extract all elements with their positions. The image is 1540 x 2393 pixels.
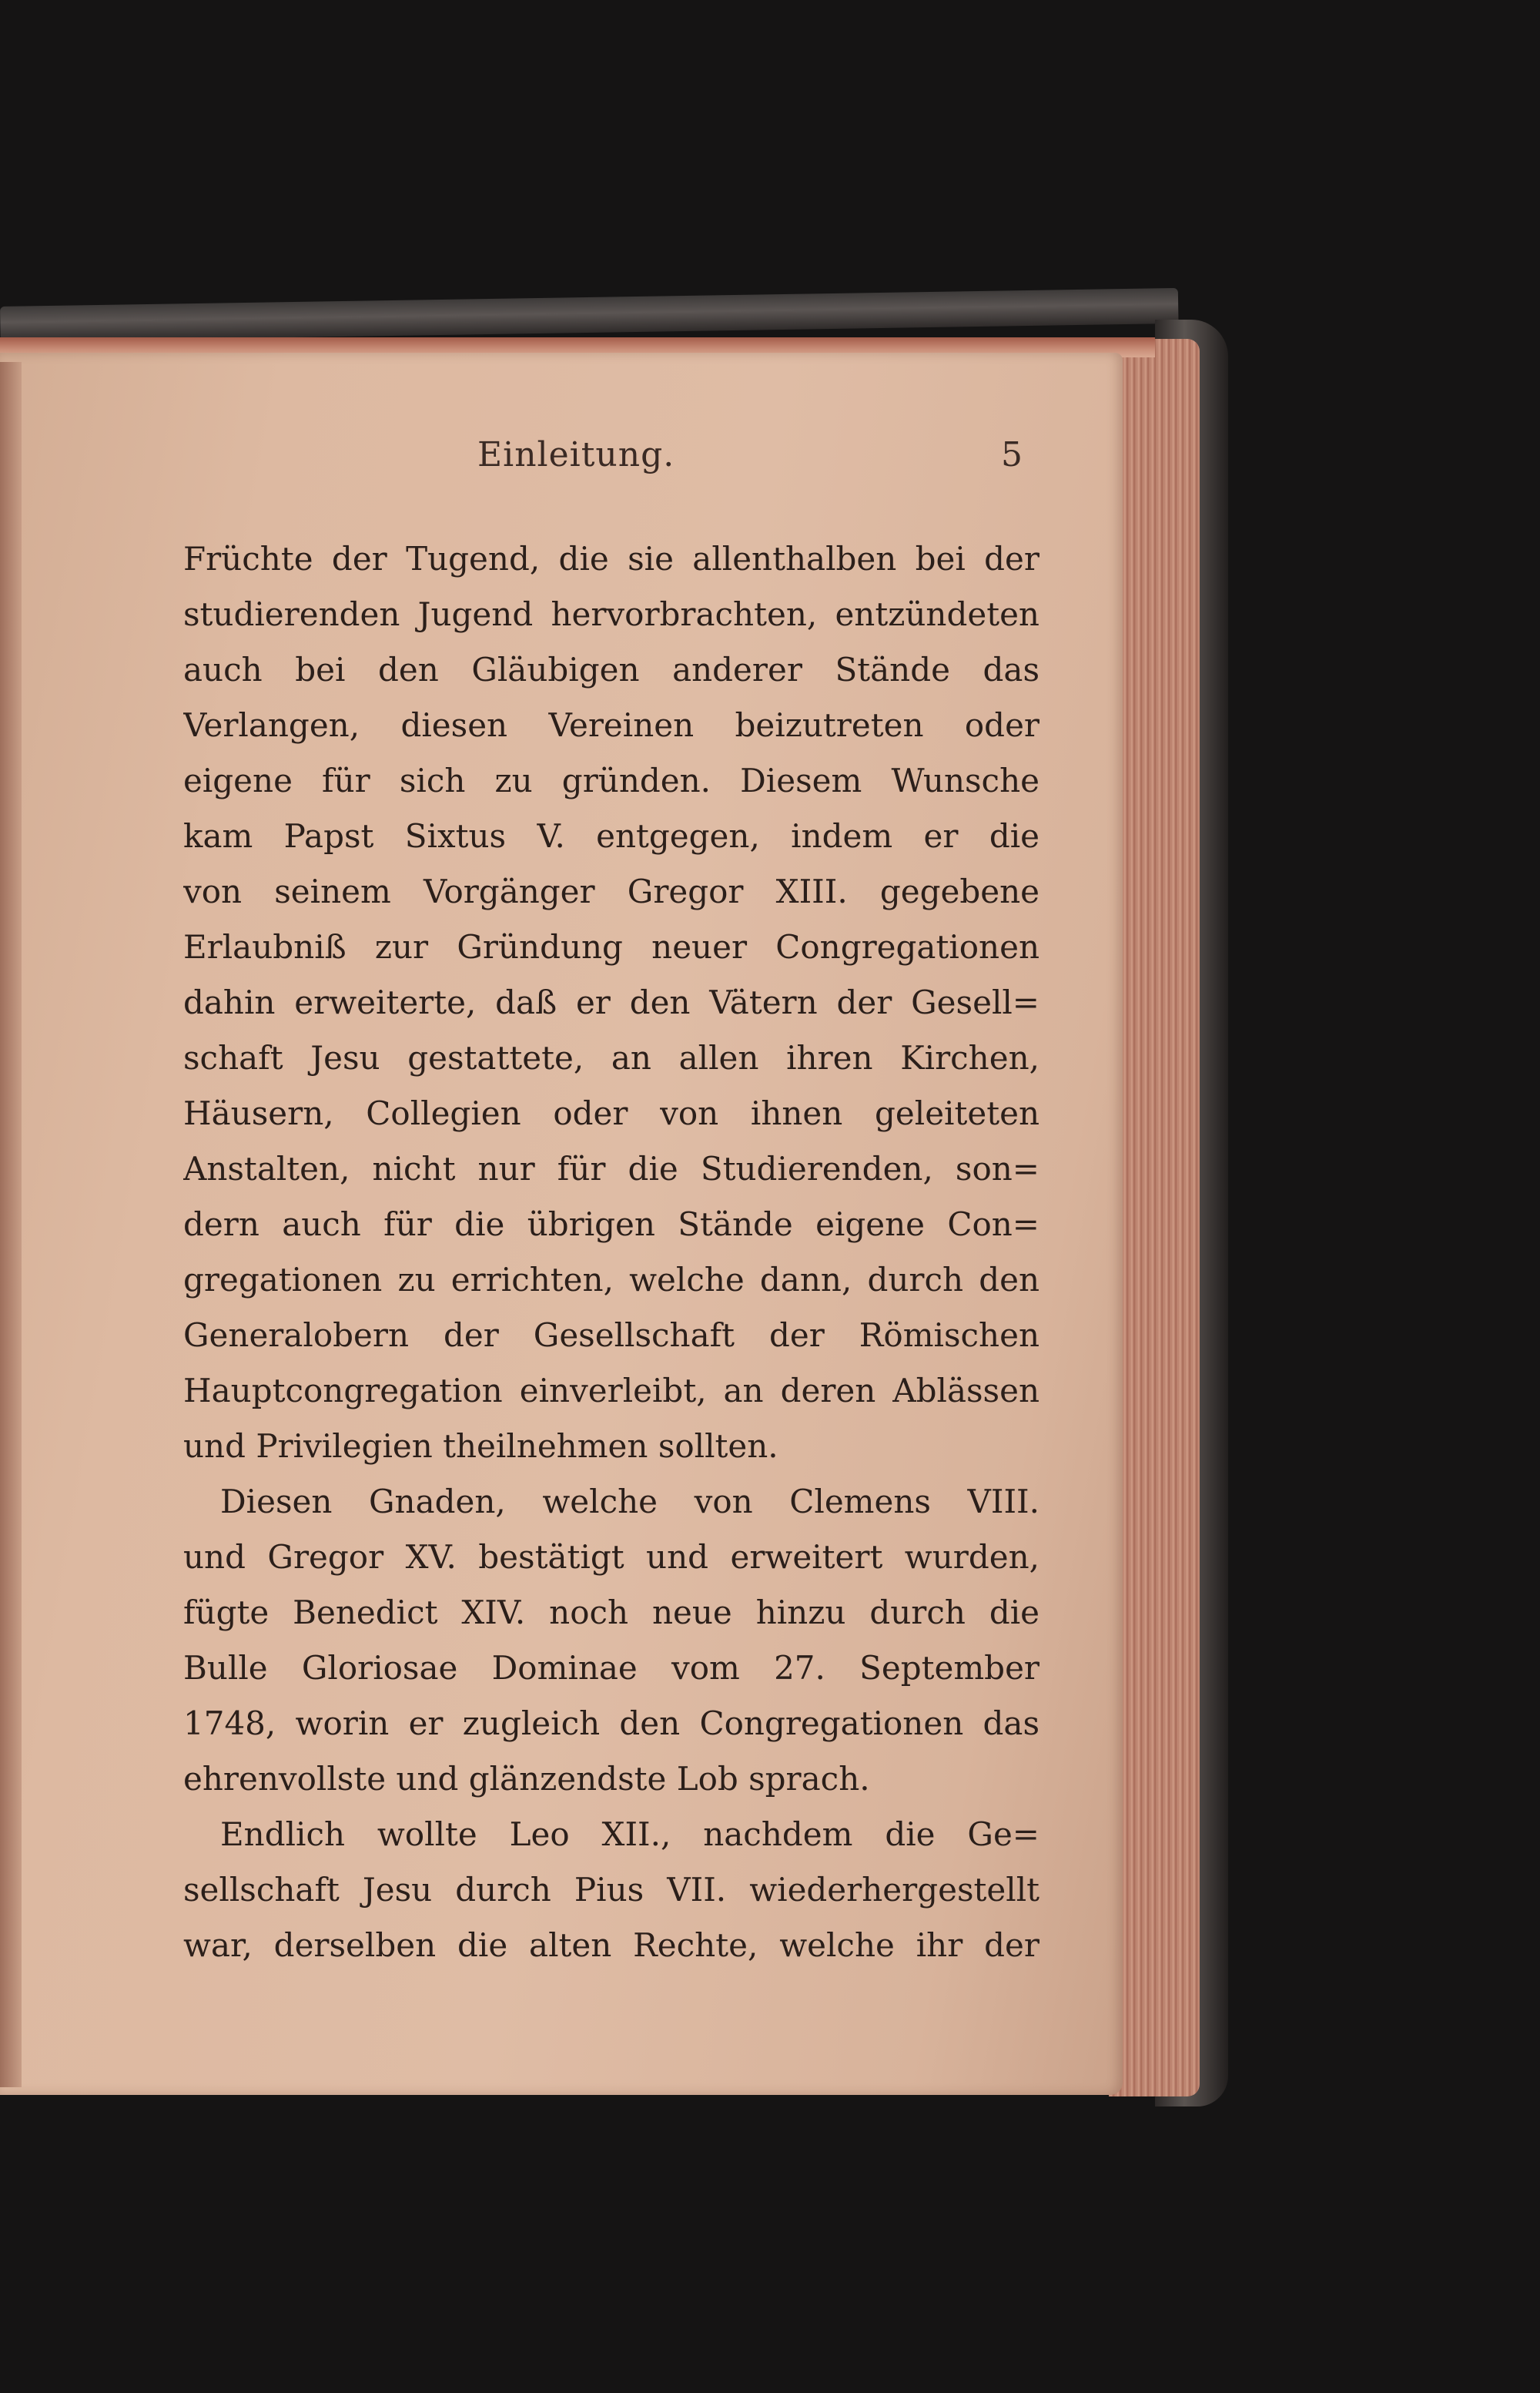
text-line: dern auch für die übrigen Stände eigene Con=	[183, 1205, 1040, 1243]
text-line: gregationen zu errichten, welche dann, durch den	[183, 1261, 1040, 1299]
text-line: Bulle Gloriosae Dominae vom 27. September	[183, 1649, 1040, 1687]
text-line-paragraph-end: ehrenvollste und glänzendste Lob sprach.	[183, 1760, 870, 1798]
text-line: und Gregor XV. bestätigt und erweitert wurden,	[183, 1538, 1040, 1576]
text-line: war, derselben die alten Rechte, welche ihr der	[183, 1926, 1040, 1964]
text-line: Generalobern der Gesellschaft der Römischen	[183, 1316, 1040, 1354]
text-line: schaft Jesu gestattete, an allen ihren Kirchen,	[183, 1039, 1040, 1077]
running-head	[0, 435, 1123, 481]
text-line: Früchte der Tugend, die sie allenthalben bei der	[183, 540, 1040, 578]
text-line: studierenden Jugend hervorbrachten, entzündeten	[183, 595, 1040, 633]
text-line: dahin erweiterte, daß er den Vätern der Gesell=	[183, 984, 1040, 1021]
text-line: eigene für sich zu gründen. Diesem Wunsche	[183, 762, 1040, 799]
text-line: Anstalten, nicht nur für die Studierenden, son=	[183, 1150, 1040, 1188]
page-number: 5	[1001, 435, 1023, 474]
text-line: fügte Benedict XIV. noch neue hinzu durch die	[183, 1594, 1040, 1631]
text-line: 1748, worin er zugleich den Congregationen das	[183, 1704, 1040, 1742]
text-line: Hauptcongregation einverleibt, an deren Ablässen	[183, 1372, 1040, 1409]
book-cover-top	[0, 288, 1179, 342]
left-page-leaf	[0, 362, 22, 2087]
text-line: Häusern, Collegien oder von ihnen geleiteten	[183, 1094, 1040, 1132]
text-line-paragraph-end: und Privilegien theilnehmen sollten.	[183, 1427, 778, 1465]
text-line: Verlangen, diesen Vereinen beizutreten oder	[183, 706, 1040, 744]
text-line: sellschaft Jesu durch Pius VII. wiederhergestellt	[183, 1871, 1040, 1909]
body-text	[183, 531, 1040, 1973]
running-head-title: Einleitung.	[477, 435, 675, 474]
text-line: von seinem Vorgänger Gregor XIII. gegebene	[183, 873, 1040, 910]
text-line-paragraph-start: Diesen Gnaden, welche von Clemens VIII.	[220, 1483, 1040, 1520]
text-line-paragraph-start: Endlich wollte Leo XII., nachdem die Ge=	[220, 1815, 1040, 1853]
text-line: auch bei den Gläubigen anderer Stände das	[183, 651, 1040, 689]
text-line: kam Papst Sixtus V. entgegen, indem er die	[183, 817, 1040, 855]
text-line: Erlaubniß zur Gründung neuer Congregationen	[183, 928, 1040, 966]
